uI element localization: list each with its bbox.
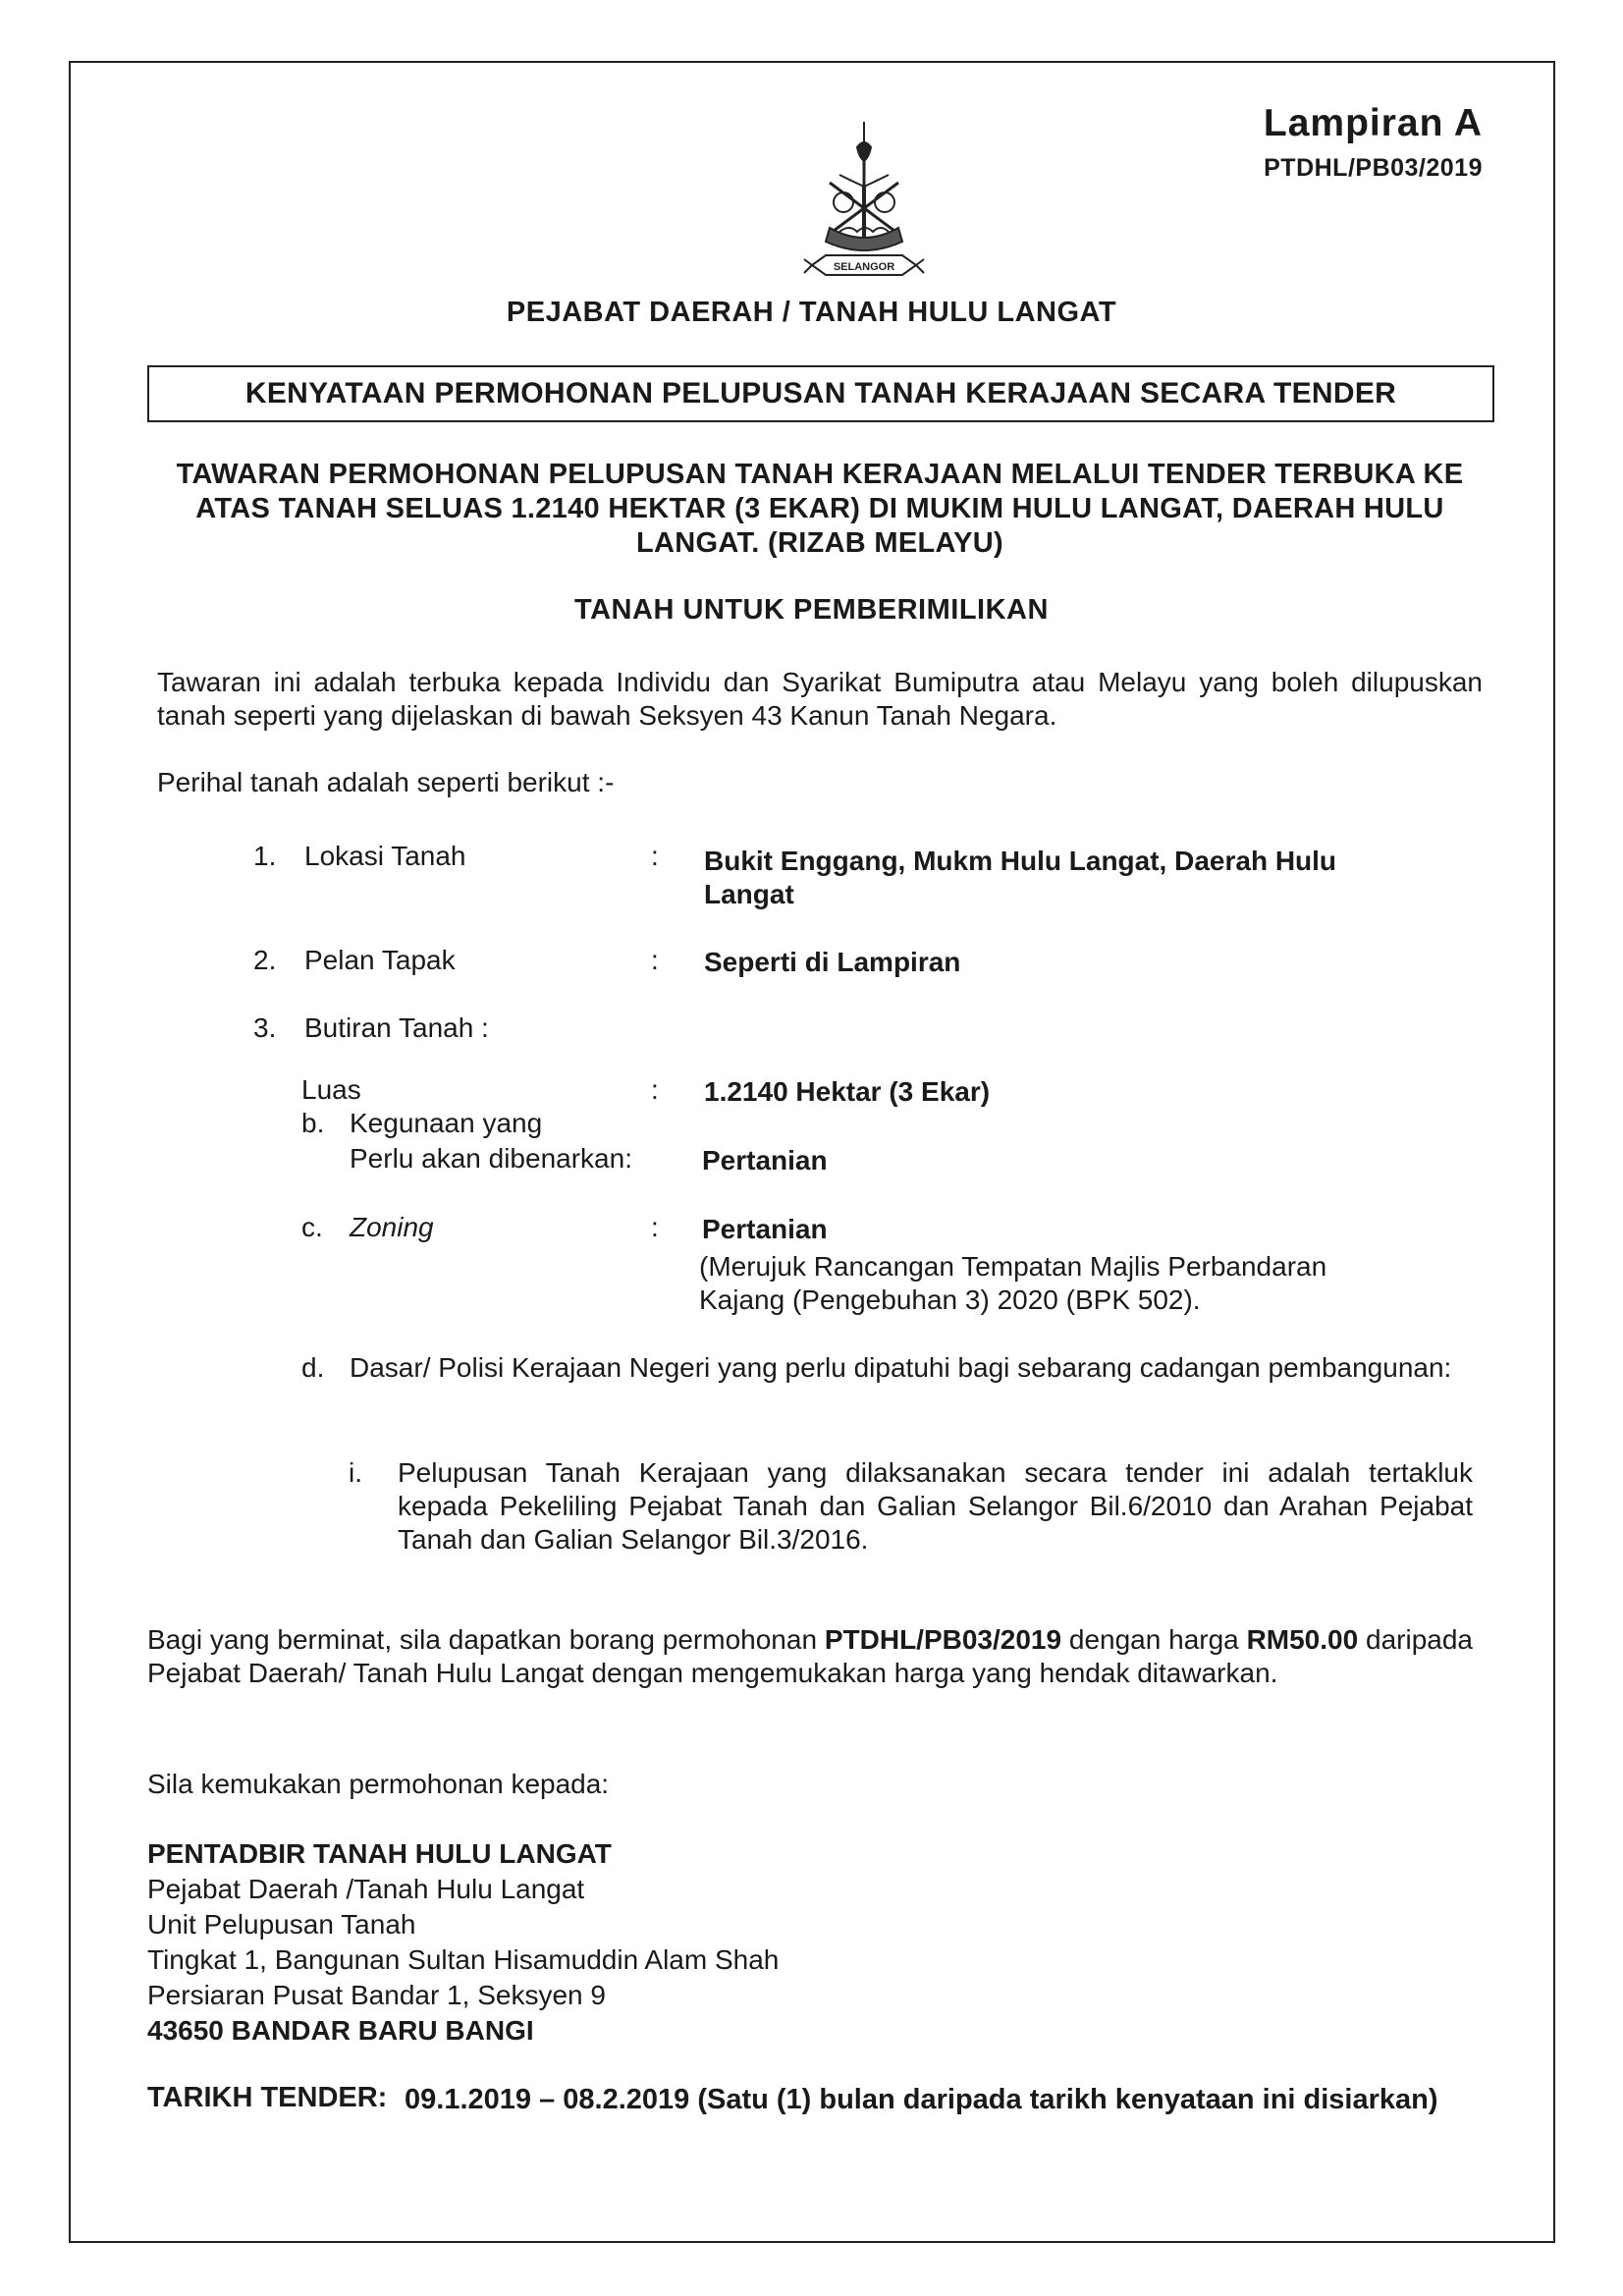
kegunaan-value: Pertanian [702,1145,828,1175]
zoning-note: (Merujuk Rancangan Tempatan Majlis Perbandaran Kajang (Pengebuhan 3) 2020 (BPK 502). [699,1251,1327,1315]
luas-colon: : [651,1074,659,1105]
offer-headline: TAWARAN PERMOHONAN PELUPUSAN TANAH KERAJAAN MELALUI TENDER TERBUKA KE ATAS TANAH SELUAS 1.2140 HEKTAR (3 EKAR) DI MUKIM HULU LANGAT, DAERAH HULU LANGAT. (RIZAB MELAYU) [176,459,1464,559]
luas-value: 1.2140 Hektar (3 Ekar) [704,1076,991,1107]
intro-paragraph: Tawaran ini adalah terbuka kepada Individu dan Syarikat Bumiputra atau Melayu yang boleh dilupuskan tanah seperti yang dijelaskan di bawah Seksyen 43 Kanun Tanah Negara. [157,667,1483,731]
item-1-colon: : [651,841,659,871]
item-2-value: Seperti di Lampiran [704,947,961,977]
apply-price: RM50.00 [1246,1624,1359,1655]
zoning-value: Pertanian [702,1214,828,1244]
perihal-line: Perihal tanah adalah seperti berikut :- [157,767,615,797]
address-block [147,1836,1129,2049]
dasar-text: Dasar/ Polisi Kerajaan Negeri yang perlu dipatuhi bagi sebarang cadangan pembangunan: [350,1352,1452,1383]
address-line-4: Tingkat 1, Bangunan Sultan Hisamuddin Alam Shah [147,1944,780,1975]
office-title: PEJABAT DAERAH / TANAH HULU LANGAT [506,297,1117,328]
address-line-3: Unit Pelupusan Tanah [147,1909,416,1940]
item-3-num: 3. [253,1012,277,1043]
dasar-letter: d. [301,1352,325,1383]
apply-part-3: daripada Pejabat Daerah/ Tanah Hulu Langat dengan mengemukakan harga yang hendak ditawarkan. [147,1624,1473,1688]
item-1-value: Bukit Enggang, Mukm Hulu Langat, Daerah Hulu Langat [704,846,1337,909]
kegunaan-label-2: Perlu akan dibenarkan: [350,1143,632,1174]
apply-reference: PTDHL/PB03/2019 [824,1624,1062,1655]
sub-heading: TANAH UNTUK PEMBERIMILIKAN [574,594,1049,626]
send-to-line: Sila kemukakan permohonan kepada: [147,1769,610,1799]
luas-label: Luas [301,1074,361,1105]
item-3-label: Butiran Tanah : [304,1012,489,1043]
selangor-crest-icon [800,118,928,287]
kegunaan-letter: b. [301,1108,325,1138]
apply-part-1: Bagi yang berminat, sila dapatkan borang permohonan [147,1624,825,1655]
crest-label: SELANGOR [833,261,895,273]
reference-number: PTDHL/PB03/2019 [1264,154,1483,182]
address-line-2: Pejabat Daerah /Tanah Hulu Langat [147,1874,585,1904]
notice-banner: KENYATAAN PERMOHONAN PELUPUSAN TANAH KERAJAAN SECARA TENDER [147,365,1494,422]
zoning-colon: : [651,1212,659,1242]
item-2-colon: : [651,945,659,975]
dasar-i-text: Pelupusan Tanah Kerajaan yang dilaksanakan secara tender ini adalah tertakluk kepada Pekeliling Pejabat Tanah dan Galian Selangor Bil.6/2010 dan Arahan Pejabat Tanah dan Galian Selangor Bil.3/2016. [398,1457,1473,1555]
item-2-label: Pelan Tapak [304,945,456,975]
address-line-6: 43650 BANDAR BARU BANGI [147,2015,534,2046]
apply-part-2: dengan harga [1061,1624,1247,1655]
zoning-letter: c. [301,1212,323,1242]
dasar-i-numeral: i. [349,1457,362,1488]
item-1-label: Lokasi Tanah [304,841,466,871]
lampiran-label: Lampiran A [1263,102,1483,144]
tender-date-value: 09.1.2019 – 08.2.2019 (Satu (1) bulan daripada tarikh kenyataan ini disiarkan) [405,2084,1438,2115]
address-line-5: Persiaran Pusat Bandar 1, Seksyen 9 [147,1980,606,2010]
kegunaan-label-1: Kegunaan yang [350,1108,543,1138]
item-2-num: 2. [253,945,277,975]
address-line-1: PENTADBIR TANAH HULU LANGAT [147,1838,612,1869]
application-paragraph [147,1623,1473,1690]
item-1-num: 1. [253,841,277,871]
tender-date-label: TARIKH TENDER: [147,2082,388,2113]
zoning-label: Zoning [350,1212,434,1242]
